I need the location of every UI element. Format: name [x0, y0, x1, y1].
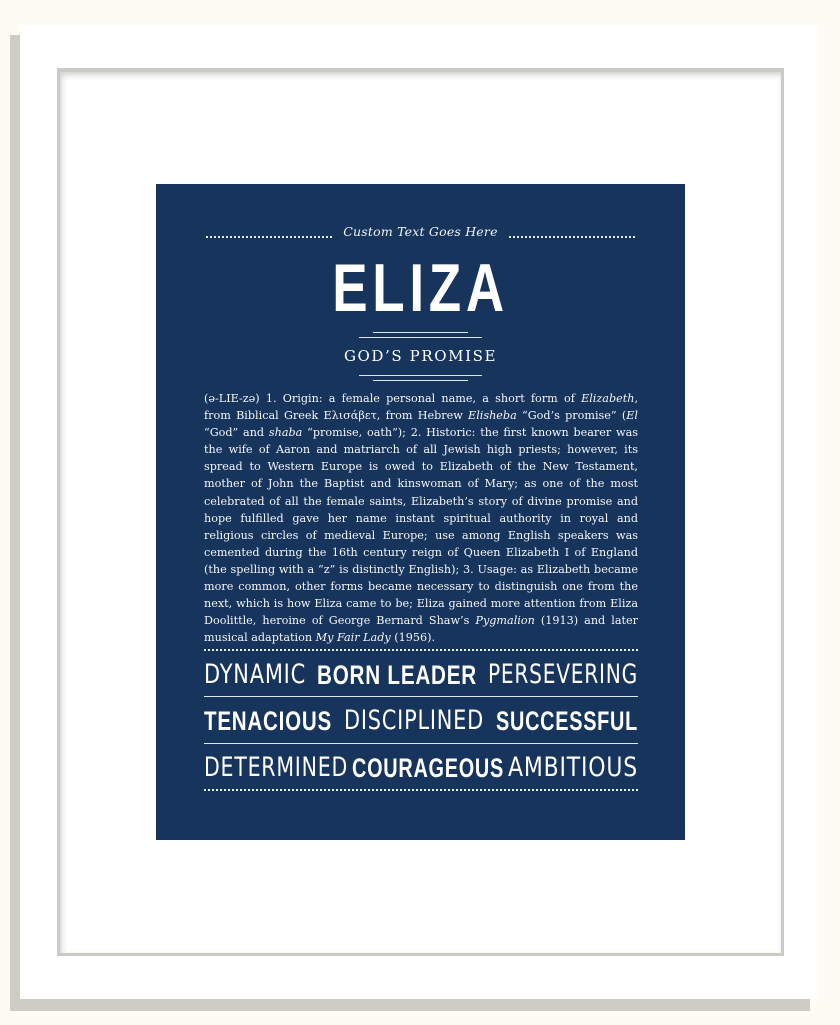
- name-title: ELIZA: [332, 250, 509, 326]
- dotted-divider-traits-top: [204, 649, 638, 651]
- trait: DETERMINED: [204, 752, 348, 783]
- trait: BORN LEADER: [317, 660, 477, 690]
- rule-lower-short: [373, 380, 468, 381]
- trait: COURAGEOUS: [352, 753, 504, 783]
- custom-text-row: [206, 222, 635, 246]
- trait: DYNAMIC: [204, 659, 306, 690]
- trait-row-1: [204, 658, 638, 692]
- rule-upper-short: [373, 332, 468, 333]
- trait-divider-2: [204, 743, 638, 744]
- trait: DISCIPLINED: [344, 705, 484, 736]
- trait-row-2: [204, 704, 638, 738]
- name-definition: (ə-LIE-zə) 1. Origin: a female personal name, a short form of Elizabeth, from Biblical Greek Ελισάβετ, from Hebrew Elisheba “God’s promise” (El “God” and shaba “promise, oath”); 2. Historic: the first known bearer was the wife of Aaron and matriarch of all Jewish high priests; however, its spread to Western Europe is owed to Elizabeth of the New Testament, mother of John the Baptist and kinswoman of Mary; as one of the most celebrated of all the female saints, Elizabeth’s story of divine promise and hope fulfilled gave her name instant spiritual authority in royal and religious circles of medieval Europe; use among English speakers was cemented during the 16th century reign of Queen Elizabeth I of England (the spelling with a “z” is distinctly English); 3. Usage: as Elizabeth became more common, other forms became necessary to distinguish one from the next, which is how Eliza came to be; Eliza gained more attention from Eliza Doolittle, heroine of George Bernard Shaw’s Pygmalion (1913) and later musical adaptation My Fair Lady (1956).: [204, 392, 639, 645]
- rule-upper-long: [359, 337, 482, 338]
- dotted-divider-right: [509, 236, 635, 238]
- trait-divider-1: [204, 696, 638, 697]
- trait: TENACIOUS: [204, 706, 332, 736]
- custom-text: Custom Text Goes Here: [343, 224, 498, 239]
- trait: SUCCESSFUL: [496, 706, 638, 736]
- trait: PERSEVERING: [488, 659, 638, 690]
- dotted-divider-traits-bottom: [204, 789, 638, 791]
- trait: AMBITIOUS: [508, 752, 638, 783]
- name-meaning: GOD’S PROMISE: [343, 347, 498, 365]
- rule-lower-long: [359, 375, 482, 376]
- name-print: [156, 184, 685, 840]
- trait-row-3: [204, 751, 638, 785]
